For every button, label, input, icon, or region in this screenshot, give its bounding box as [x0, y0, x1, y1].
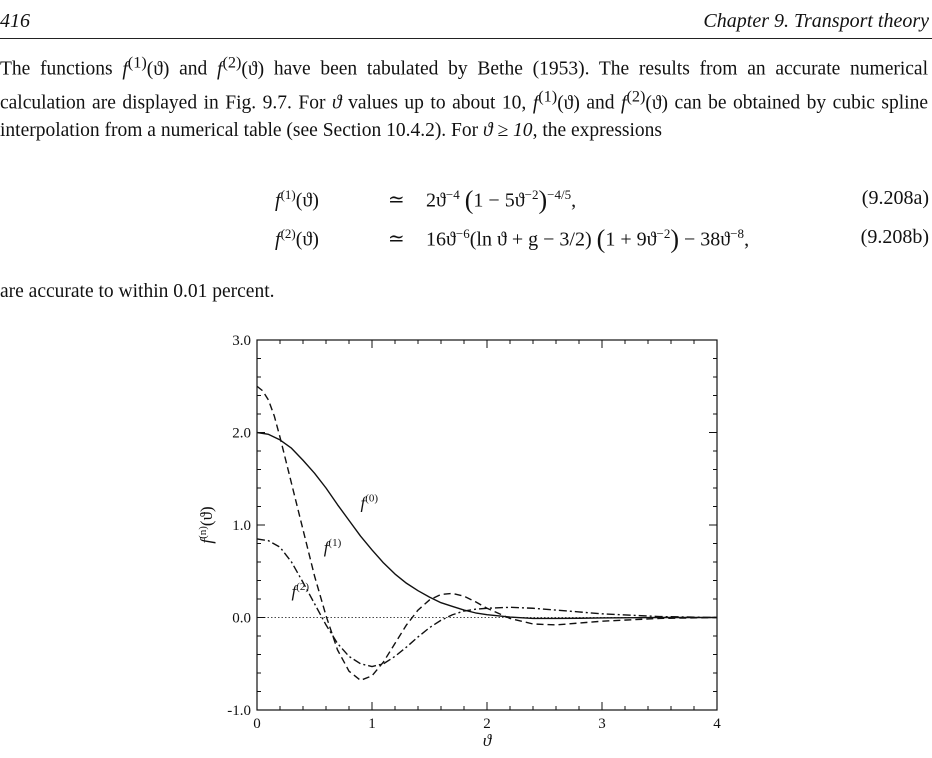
math-f1: $f^{(1)}(ϑ)$ [532, 87, 580, 114]
equation-relation: ≃ [388, 228, 405, 250]
math-theta: ϑ [332, 92, 342, 114]
x-tick-label: 0 [253, 716, 261, 732]
y-tick-label: 2.0 [232, 425, 251, 442]
text-run: The functions [0, 58, 123, 80]
math-theta-condition: ϑ ≥ 10 [483, 120, 533, 141]
text-run: and [169, 58, 218, 80]
text-run: , the expressions [532, 120, 662, 141]
header-rule [0, 38, 932, 39]
chart-svg [190, 318, 750, 750]
series-label-1: $f^{(1)}$ [323, 536, 342, 557]
text-run: can be obtained by cubic spline interpolation from a numerical table (see Section 10.4.2). For [0, 92, 928, 141]
text-run: and [579, 92, 622, 114]
series-label-2: $f^{(2)}$ [291, 581, 310, 602]
equation-number: (9.208b) [860, 226, 929, 248]
equation-lhs: $f^{(1)}(ϑ)$ [275, 187, 319, 212]
equation-rhs: $16ϑ^{-6}(\ln$ ϑ + g − 3/2) $(1 + 9ϑ^{-2}) - 38ϑ^{-8}$, [426, 224, 750, 254]
y-tick-label: 0.0 [232, 610, 251, 627]
series-line-0 [257, 433, 717, 619]
equation-number: (9.208a) [861, 187, 929, 209]
text-run: have been tabulated by Bethe (1953). The results from an accurate numerical calculation are displayed in Fig. 9.7. For [0, 58, 928, 114]
series-label-0: $f^{(0)}$ [360, 492, 379, 513]
equation-rhs: $2ϑ^{-4}$ $(1 - 5ϑ^{-2})^{-4/5}$, [426, 185, 577, 215]
x-tick-label: 3 [598, 716, 606, 732]
math-f2: $f^{(2)}(ϑ)$ [217, 53, 265, 80]
x-axis-label: ϑ [482, 731, 492, 750]
figure-9-7 [190, 318, 750, 750]
x-tick-label: 4 [713, 716, 721, 732]
running-head: Chapter 9. Transport theory [703, 10, 929, 32]
paragraph-intro [0, 49, 928, 145]
y-tick-label: 1.0 [232, 518, 251, 534]
text-run: values up to about 10, [341, 92, 533, 114]
equation-9-208b [0, 222, 932, 256]
x-tick-label: 2 [483, 716, 491, 732]
plot-frame [257, 340, 717, 710]
page-number: 416 [0, 10, 30, 32]
x-tick-label: 1 [368, 716, 376, 732]
paragraph-accuracy: are accurate to within 0.01 percent. [0, 281, 275, 302]
math-f2: $f^{(2)}(ϑ)$ [621, 87, 669, 114]
math-f1: $f^{(1)}(ϑ)$ [122, 53, 170, 80]
series-line-1 [257, 386, 717, 680]
series-line-2 [257, 536, 717, 667]
y-tick-label: 3.0 [232, 333, 251, 349]
page-header [0, 0, 932, 40]
equation-lhs: $f^{(2)}(ϑ)$ [275, 226, 319, 251]
figure-caption [0, 725, 932, 758]
equation-9-208a [0, 183, 932, 217]
y-tick-label: -1.0 [227, 703, 251, 719]
equation-relation: ≃ [388, 189, 405, 211]
y-axis-label: $f^{(n)}(ϑ)$ [197, 506, 216, 544]
